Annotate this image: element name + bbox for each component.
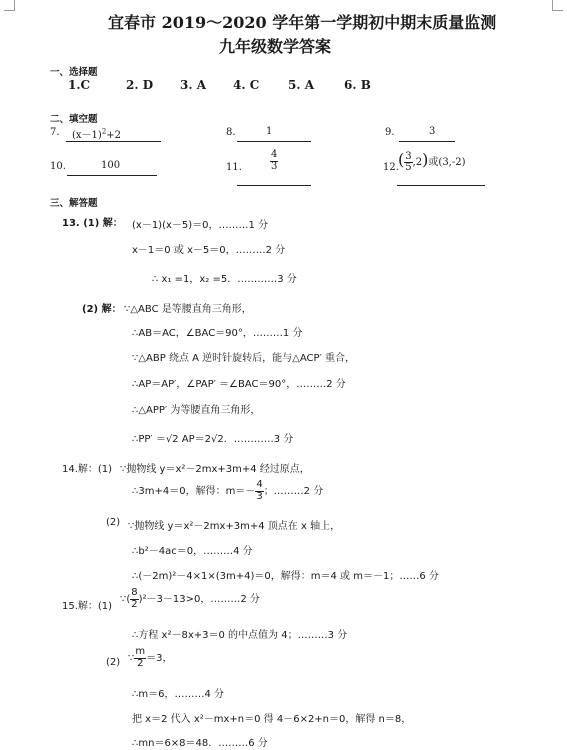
q14-part2-line-1: ∵抛物线 y＝x²－2mx+3m+4 顶点在 x 轴上， bbox=[128, 521, 341, 532]
fill-q12-answer: ( $\frac{3}{5}$ ,2)或(3,-2) bbox=[398, 150, 466, 173]
q14-line-2: ∴3m+4＝0，解得：m＝－ $\frac{4}{3}$ ；………2 分 bbox=[132, 479, 324, 502]
q14-part2-label: (2) bbox=[106, 517, 121, 528]
q13-part2-line-2: ∴AB＝AC，∠BAC＝90°，………1 分 bbox=[132, 328, 303, 339]
q13-part2-line-6: ∴PP′ ＝√2 AP＝2√2．…………3 分 bbox=[132, 434, 294, 445]
choice-answer-6: 6. B bbox=[344, 78, 371, 92]
q13-part2-line-4: ∴AP＝AP′，∠PAP′ ＝∠BAC＝90°，………2 分 bbox=[132, 379, 346, 390]
fill-q10-line bbox=[67, 175, 157, 176]
fill-q10-number: 10. bbox=[50, 161, 66, 172]
q13-line-2: x－1＝0 或 x－5＝0，………2 分 bbox=[132, 245, 286, 256]
section-choice-heading: 一、选择题 bbox=[50, 67, 98, 78]
q14-part2-line-2: ∴b²－4ac＝0，………4 分 bbox=[132, 546, 253, 557]
fill-q9-answer: 3 bbox=[429, 126, 436, 137]
q14-line-1: ∵抛物线 y＝x²－2mx+3m+4 经过原点， bbox=[120, 464, 310, 475]
document-title: 宜春市 2019～2020 学年第一学期初中期末质量监测 bbox=[108, 13, 497, 32]
fill-q11-answer: $\frac{4}{3}$ bbox=[271, 149, 278, 172]
fill-q8-line bbox=[237, 141, 311, 142]
q15-label: 15.解：(1) bbox=[62, 601, 113, 612]
crop-mark-top-right bbox=[552, 0, 563, 11]
q14-label: 14.解：(1) bbox=[62, 464, 113, 475]
q15-part2-label: (2) bbox=[106, 657, 121, 668]
q13-line-1: (x－1)(x－5)＝0，………1 分 bbox=[132, 220, 269, 231]
q15-line-1: ∵( $\frac{8}{2}$ )²－3－13>0，………2 分 bbox=[120, 587, 260, 610]
fill-q12-number: 12. bbox=[383, 162, 399, 173]
q13-part2-line-3: ∵△ABP 绕点 A 逆时针旋转后，能与△ACP′ 重合， bbox=[132, 353, 355, 364]
fill-q11-number: 11. bbox=[226, 162, 242, 173]
fill-q10-answer: 100 bbox=[101, 160, 121, 171]
fill-q9-line bbox=[399, 141, 455, 142]
section-fill-heading: 二、填空题 bbox=[50, 114, 98, 125]
fill-q8-number: 8. bbox=[226, 127, 236, 138]
q15-part2-line-4: ∴mn＝6×8＝48．………6 分 bbox=[132, 738, 268, 749]
q15-part2-line-1: ∵ $\frac{m}{2}$ ＝3， bbox=[128, 646, 173, 669]
choice-answer-4: 4. C bbox=[233, 78, 260, 92]
q13-label: 13. (1) 解： bbox=[62, 218, 123, 229]
q15-part2-line-2: ∴m＝6，………4 分 bbox=[132, 689, 225, 700]
q13-part2-label: (2) 解： bbox=[82, 304, 122, 315]
fill-q7-answer: $(x-1)^2+2$ bbox=[72, 127, 122, 141]
fill-q7-line bbox=[66, 141, 161, 142]
choice-answer-2: 2. D bbox=[126, 78, 154, 92]
fill-q9-number: 9. bbox=[385, 127, 395, 138]
crop-mark-top-left bbox=[4, 0, 15, 11]
fill-q7-number: 7. bbox=[50, 127, 60, 138]
section-solve-heading: 三、解答题 bbox=[50, 198, 98, 209]
fill-q11-line bbox=[237, 185, 311, 186]
q13-line-3: ∴ x₁ =1，x₂ =5．…………3 分 bbox=[152, 274, 297, 285]
q15-line-2: ∴方程 x²－8x+3＝0 的中点值为 4；………3 分 bbox=[132, 630, 348, 641]
q15-part2-line-3: 把 x＝2 代入 x²－mx+n＝0 得 4－6×2+n＝0，解得 n＝8， bbox=[132, 714, 412, 725]
fill-q12-line bbox=[397, 185, 485, 186]
q13-part2-line-1: ∵△ABC 是等腰直角三角形， bbox=[124, 304, 252, 315]
choice-answer-5: 5. A bbox=[288, 78, 315, 92]
fill-q8-answer: 1 bbox=[266, 126, 273, 137]
document-subtitle: 九年级数学答案 bbox=[219, 37, 332, 56]
choice-answer-3: 3. A bbox=[180, 78, 207, 92]
q14-part2-line-3: ∴(－2m)²－4×1×(3m+4)＝0，解得：m＝4 或 m＝－1；……6 分 bbox=[132, 571, 439, 582]
q13-part2-line-5: ∴△APP′ 为等腰直角三角形， bbox=[132, 405, 261, 416]
choice-answer-1: 1.C bbox=[68, 78, 91, 92]
